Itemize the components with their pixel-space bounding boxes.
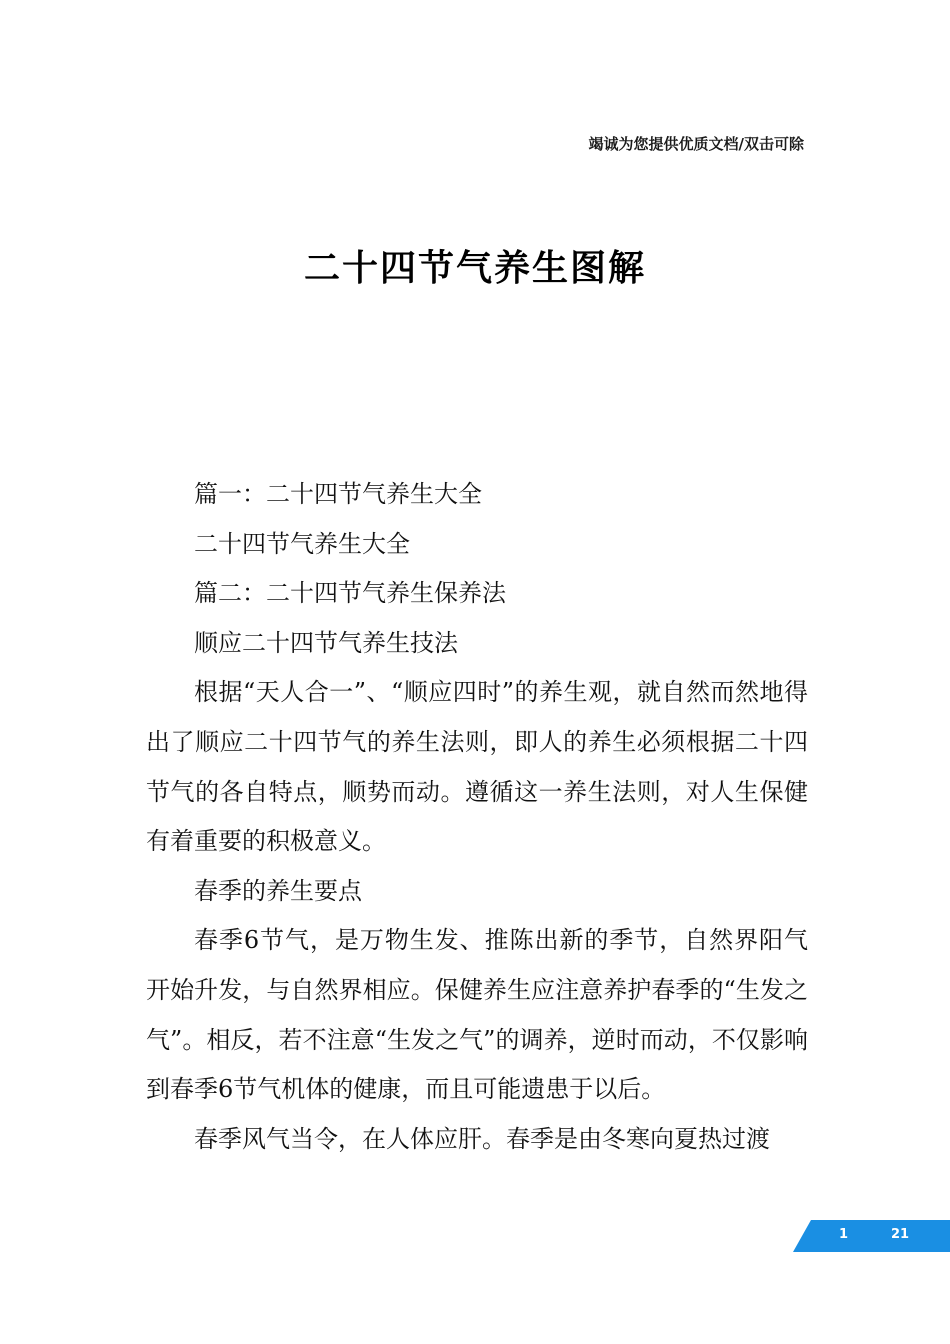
page-badge-shape — [793, 1220, 950, 1252]
paragraph: 根据“天人合一”、“顺应四时”的养生观，就自然而然地得出了顺应二十四节气的养生法则，即人的养生必须根据二十四节气的各自特点，顺势而动。遵循这一养生法则，对人生保健有着重要的积极意义。 — [146, 678, 808, 856]
document-body — [146, 470, 808, 1164]
header-note: 竭诚为您提供优质文档/双击可除 — [588, 135, 804, 153]
paragraph: 顺应二十四节气养生技法 — [194, 628, 458, 657]
page-total: 21 — [891, 1227, 910, 1242]
paragraph: 春季6节气，是万物生发、推陈出新的季节，自然界阳气开始升发，与自然界相应。保健养生应注意养护春季的“生发之气”。相反，若不注意“生发之气”的调养，逆时而动，不仅影响到春季6节气机体的健康，而且可能遗患于以后。 — [146, 926, 808, 1104]
paragraph: 春季的养生要点 — [194, 876, 362, 905]
page-badge — [793, 1220, 950, 1252]
paragraph: 二十四节气养生大全 — [194, 529, 410, 558]
document-title: 二十四节气养生图解 — [303, 248, 646, 289]
page-number: 1 — [839, 1227, 849, 1242]
paragraph: 春季风气当令，在人体应肝。春季是由冬寒向夏热过渡 — [194, 1124, 770, 1153]
paragraph: 篇一：二十四节气养生大全 — [194, 480, 482, 508]
paragraph: 篇二：二十四节气养生保养法 — [194, 579, 506, 608]
